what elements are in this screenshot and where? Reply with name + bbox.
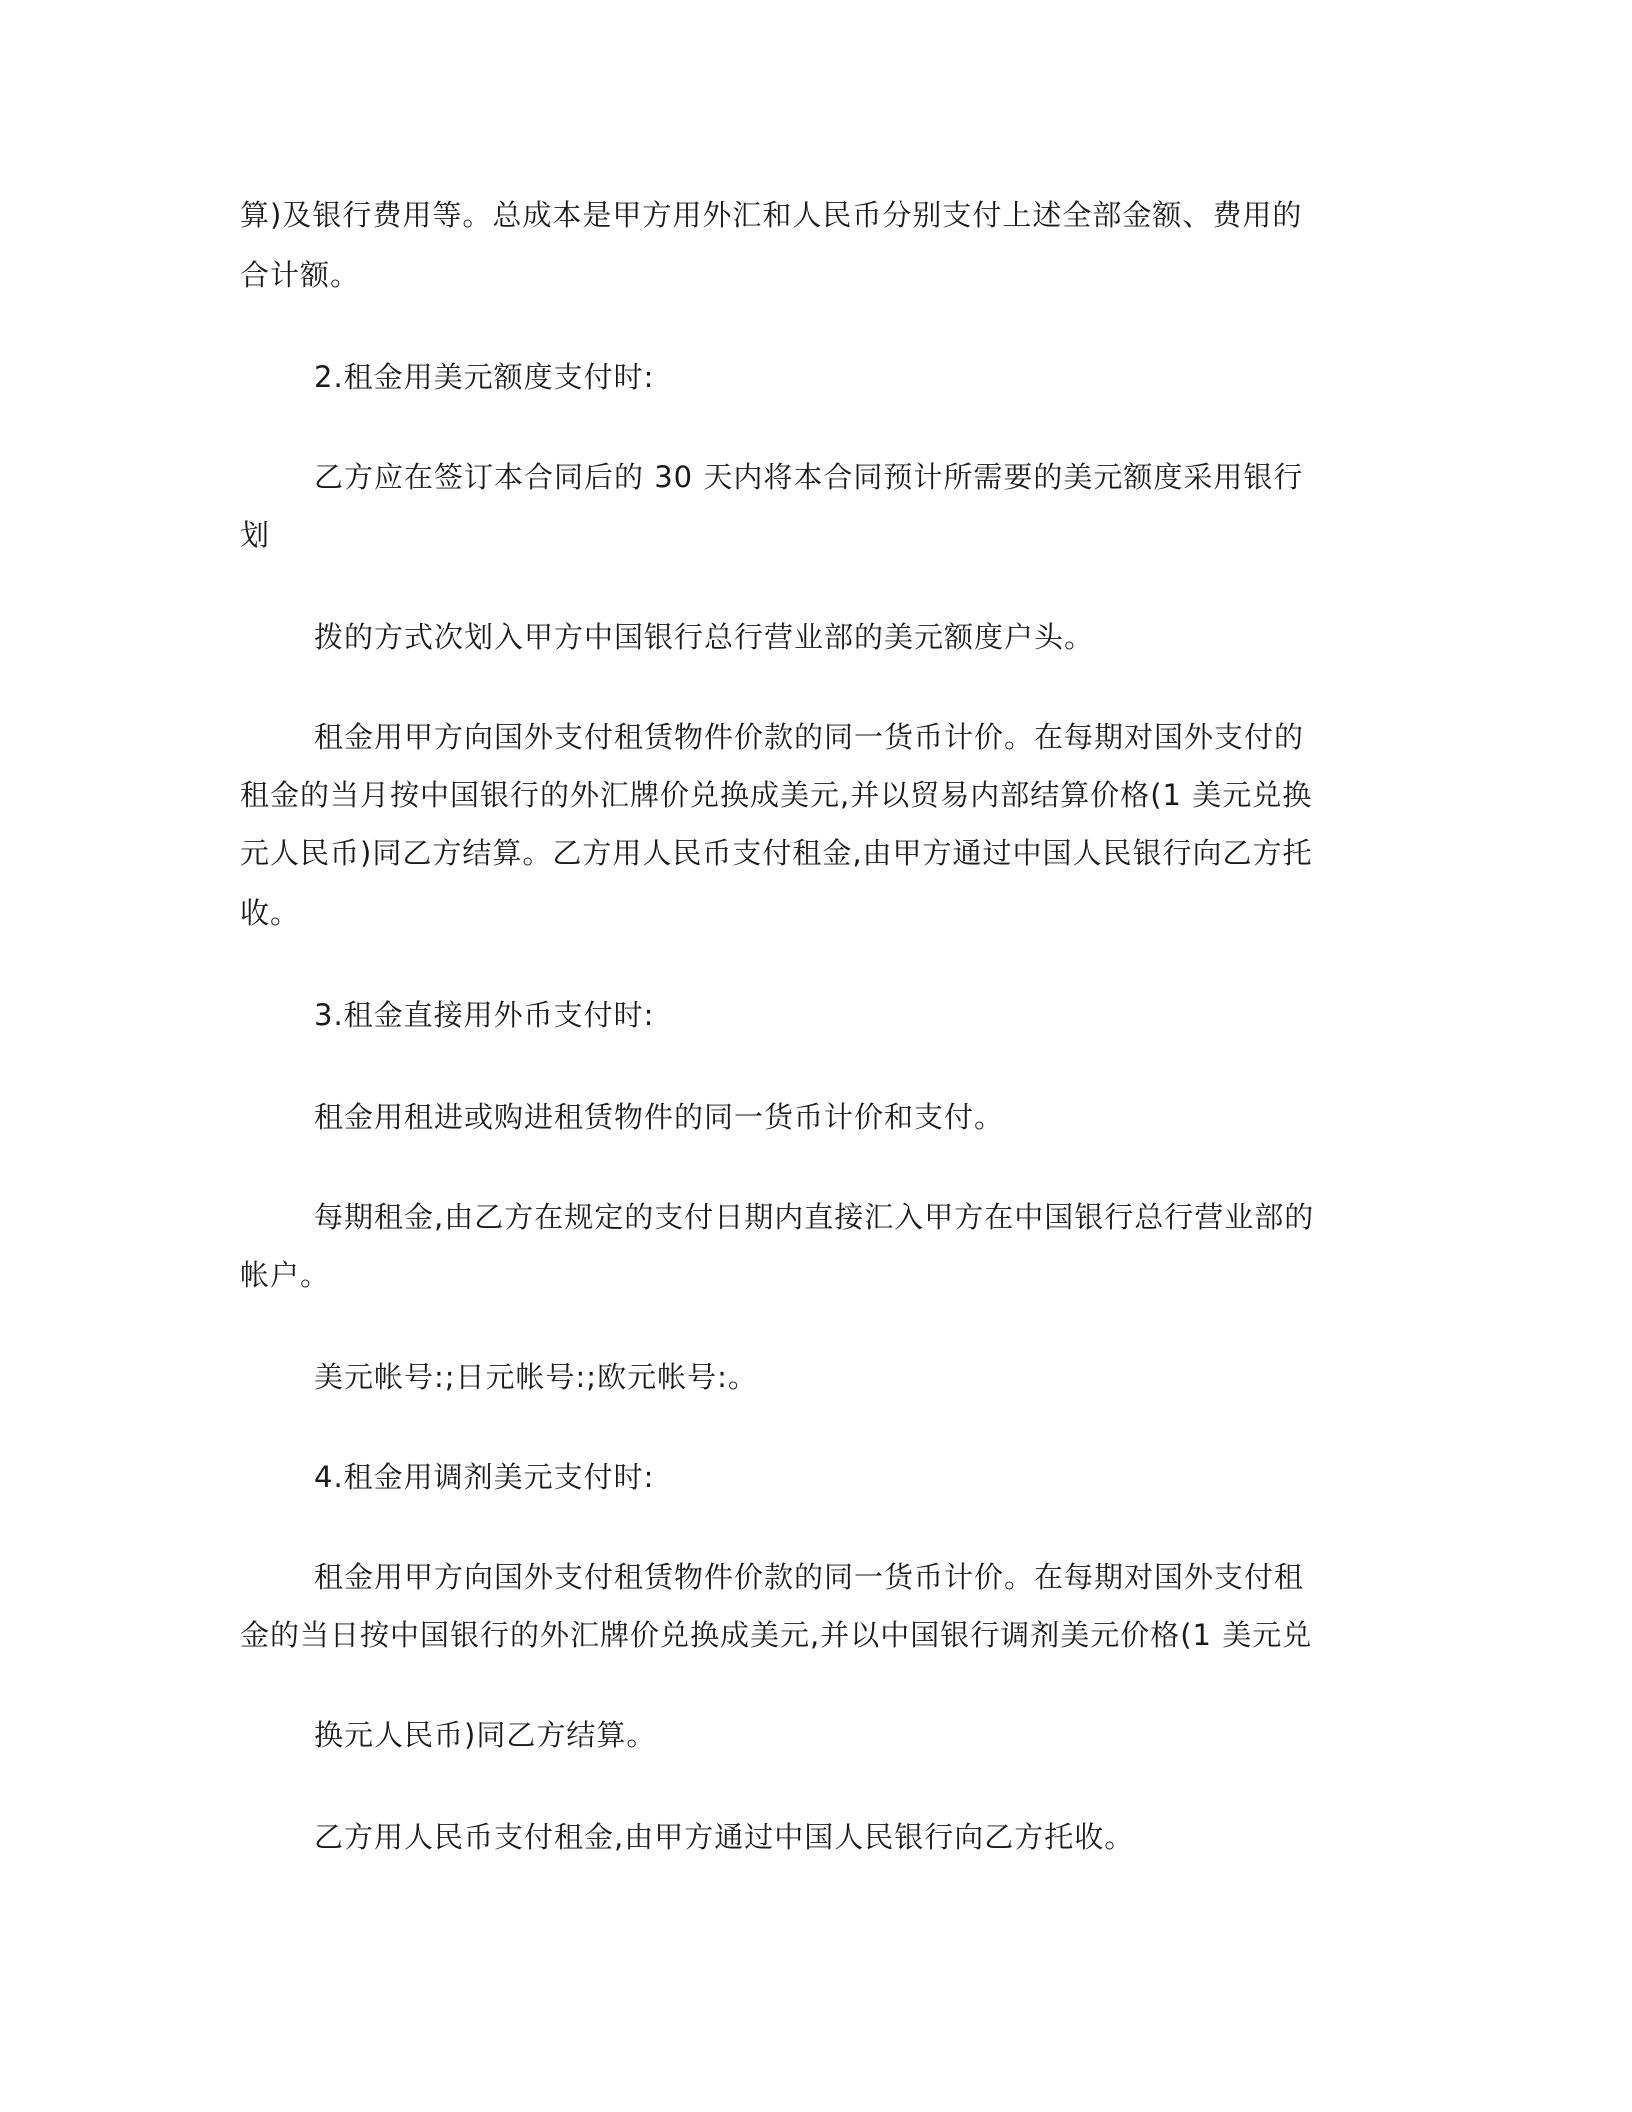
text-line: 拨的方式次划入甲方中国银行总行营业部的美元额度户头。 <box>314 620 1095 654</box>
text-line: 美元帐号:;日元帐号:;欧元帐号:。 <box>314 1360 758 1394</box>
text-line: 金的当日按中国银行的外汇牌价兑换成美元,并以中国银行调剂美元价格(1 美元兑 <box>240 1618 1313 1652</box>
section-heading: 4.租金用调剂美元支付时: <box>314 1460 655 1494</box>
text-line: 租金用租进或购进租赁物件的同一货币计价和支付。 <box>314 1100 1005 1134</box>
text-line: 每期租金,由乙方在规定的支付日期内直接汇入甲方在中国银行总行营业部的 <box>314 1200 1315 1234</box>
text-line: 乙方应在签订本合同后的 30 天内将本合同预计所需要的美元额度采用银行 <box>314 460 1304 494</box>
text-line: 帐户。 <box>240 1258 331 1292</box>
text-line: 租金用甲方向国外支付租赁物件价款的同一货币计价。在每期对国外支付租 <box>314 1560 1305 1594</box>
text-line: 乙方用人民币支付租金,由甲方通过中国人民银行向乙方托收。 <box>314 1820 1135 1854</box>
text-line: 收。 <box>240 896 301 930</box>
text-line: 划 <box>240 518 271 552</box>
text-line: 租金的当月按中国银行的外汇牌价兑换成美元,并以贸易内部结算价格(1 美元兑换 <box>240 778 1313 812</box>
text-line: 换元人民币)同乙方结算。 <box>314 1718 657 1752</box>
text-line: 合计额。 <box>240 258 361 292</box>
text-line: 算)及银行费用等。总成本是甲方用外汇和人民币分别支付上述全部金额、费用的 <box>240 198 1303 232</box>
text-line: 租金用甲方向国外支付租赁物件价款的同一货币计价。在每期对国外支付的 <box>314 720 1305 754</box>
section-heading: 3.租金直接用外币支付时: <box>314 998 655 1032</box>
text-line: 元人民币)同乙方结算。乙方用人民币支付租金,由甲方通过中国人民银行向乙方托 <box>240 836 1313 870</box>
section-heading: 2.租金用美元额度支付时: <box>314 360 655 394</box>
